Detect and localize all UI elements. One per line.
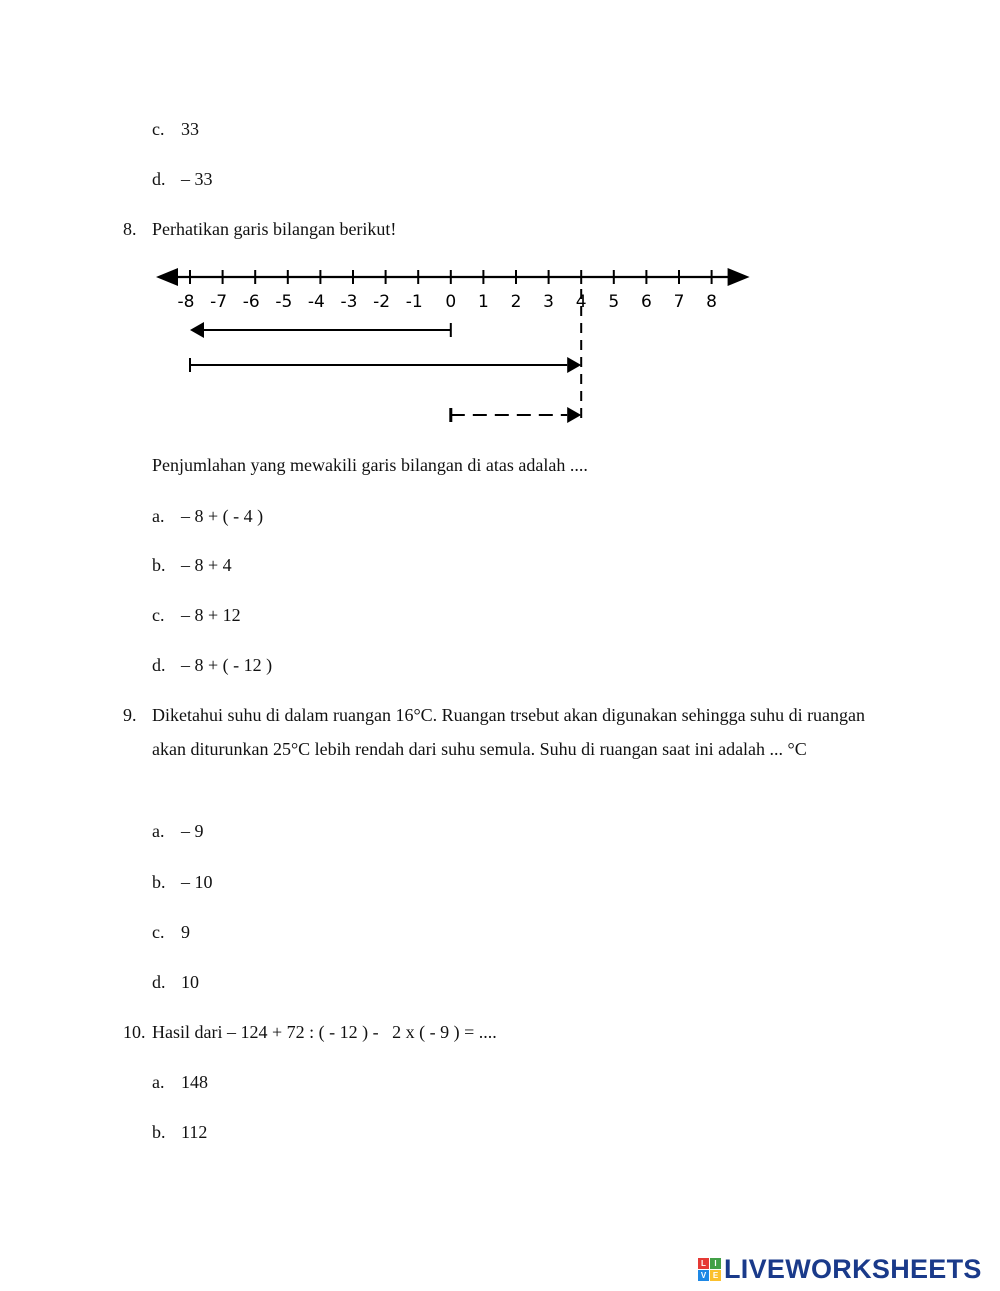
option-text: – 8 + ( - 12 ): [181, 655, 273, 675]
option-letter: c.: [152, 119, 165, 139]
number-line-figure: [150, 262, 760, 432]
tick-label: 8: [706, 292, 718, 312]
tick-label: 3: [543, 292, 555, 312]
operation-arrow-head: [567, 407, 581, 423]
logo-letter: L: [698, 1258, 709, 1269]
logo-letter: V: [698, 1270, 709, 1281]
liveworksheets-logo: [698, 1254, 982, 1284]
option-letter: b.: [152, 555, 166, 575]
tick-label: -3: [340, 292, 358, 312]
option-text: 112: [181, 1122, 208, 1142]
option-letter: a.: [152, 1072, 165, 1092]
tick-label: -5: [275, 292, 293, 312]
logo-icon: [698, 1258, 721, 1281]
question-text: Hasil dari – 124 + 72 : ( - 12 ) - 2 x ( - 9 ) = ....: [152, 1022, 497, 1042]
tick-label: -1: [405, 292, 423, 312]
tick-label: 0: [445, 292, 457, 312]
logo-letter: I: [710, 1258, 721, 1269]
logo-letter: E: [710, 1270, 721, 1281]
axis-arrow-left: [156, 268, 178, 286]
question-number: 10.: [123, 1022, 146, 1042]
option-letter: d.: [152, 169, 166, 189]
option-text: 148: [181, 1072, 208, 1092]
axis-arrow-right: [728, 268, 750, 286]
question-number: 9.: [123, 705, 137, 725]
option-text: 33: [181, 119, 199, 139]
tick-label: 2: [510, 292, 522, 312]
option-letter: a.: [152, 821, 165, 841]
logo-text: LIVEWORKSHEETS: [724, 1253, 982, 1284]
question-text: Penjumlahan yang mewakili garis bilangan di atas adalah ....: [152, 455, 588, 475]
tick-label: -2: [373, 292, 391, 312]
option-letter: b.: [152, 872, 166, 892]
option-letter: a.: [152, 506, 165, 526]
question-number: 8.: [123, 219, 137, 239]
number-line-axis: [156, 268, 750, 286]
question-prompt: Perhatikan garis bilangan berikut!: [152, 219, 397, 239]
tick-label: 6: [640, 292, 652, 312]
option-text: – 8 + 12: [181, 605, 241, 625]
option-text: 10: [181, 972, 199, 992]
tick-label: 5: [608, 292, 620, 312]
tick-label: -7: [210, 292, 228, 312]
option-text: 9: [181, 922, 190, 942]
option-text: – 33: [181, 169, 213, 189]
option-text: – 10: [181, 872, 213, 892]
tick-label: -6: [242, 292, 260, 312]
tick-label: 4: [575, 292, 587, 312]
tick-label: -8: [177, 292, 195, 312]
tick-label: -4: [307, 292, 325, 312]
number-line-labels: [178, 292, 717, 312]
option-text: – 8 + ( - 4 ): [181, 506, 264, 526]
option-text: – 9: [181, 821, 204, 841]
operation-arrow-head: [567, 357, 581, 373]
operation-arrow-head: [190, 322, 204, 338]
option-text: – 8 + 4: [181, 555, 232, 575]
option-letter: c.: [152, 922, 165, 942]
tick-label: 1: [477, 292, 489, 312]
option-letter: d.: [152, 655, 166, 675]
option-letter: d.: [152, 972, 166, 992]
option-letter: c.: [152, 605, 165, 625]
tick-label: 7: [673, 292, 685, 312]
question-text: Diketahui suhu di dalam ruangan 16°C. Ruangan trsebut akan digunakan sehingga suhu di ruangan akan diturunkan 25°C lebih rendah dari suhu semula. Suhu di ruangan saat ini adalah ... °C: [152, 705, 866, 759]
option-letter: b.: [152, 1122, 166, 1142]
